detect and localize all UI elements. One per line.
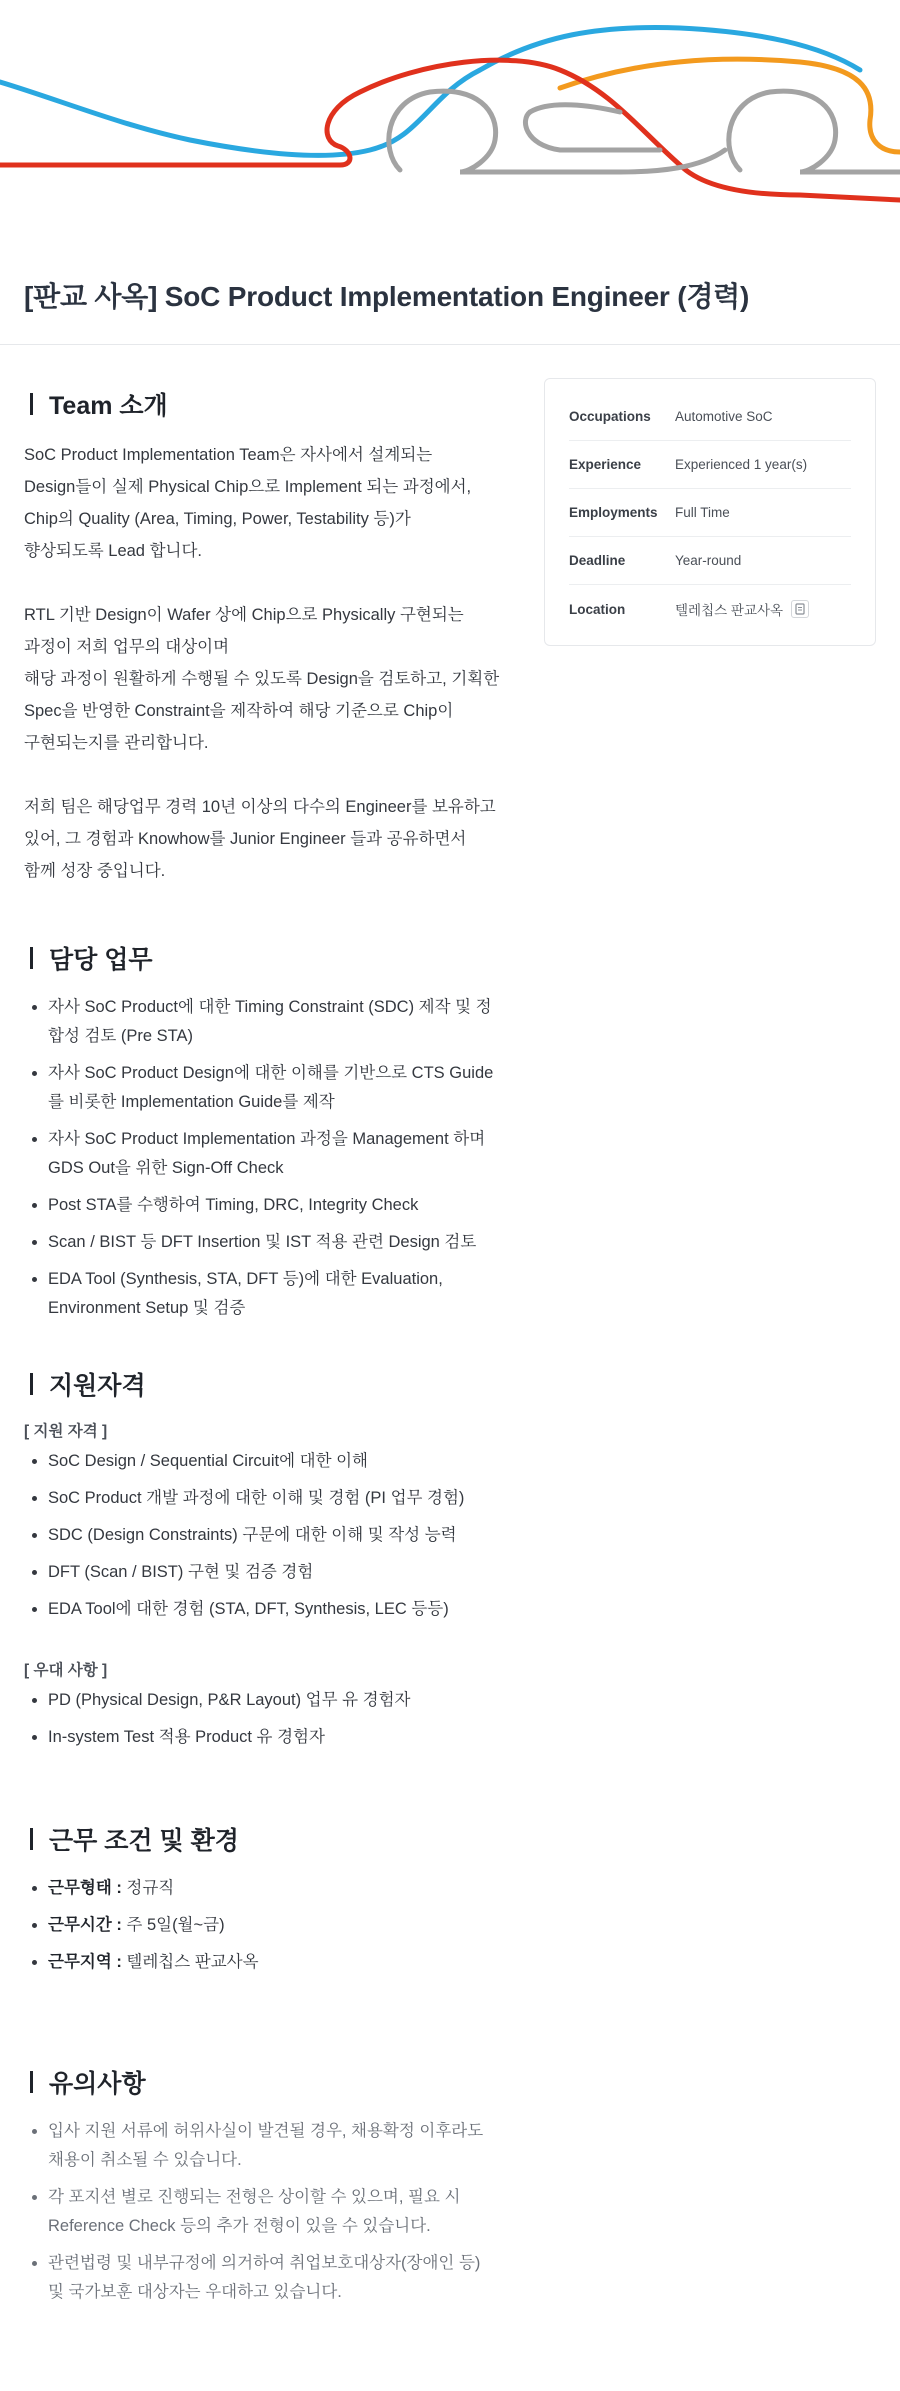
heading-bar <box>30 1828 33 1850</box>
section-heading <box>24 2065 500 2099</box>
job-info-card <box>544 378 876 646</box>
list-item: In-system Test 적용 Product 유 경험자 <box>24 1723 500 1752</box>
required-list <box>24 1447 500 1624</box>
list-item <box>24 1911 500 1940</box>
notes-list <box>24 2117 500 2307</box>
preferred-label: [ 우대 사항 ] <box>24 1662 108 1679</box>
info-row-employments <box>569 489 851 537</box>
content-area <box>0 345 900 2315</box>
info-value-wrap <box>675 599 809 619</box>
list-item: SoC Product 개발 과정에 대한 이해 및 경험 (PI 업무 경험) <box>24 1484 500 1513</box>
info-row-occupations <box>569 393 851 441</box>
team-paragraph-2: RTL 기반 Design이 Wafer 상에 Chip으로 Physically 구현되는 과정이 저희 업무의 대상이며 해당 과정이 원활하게 수행될 수 있도록 Design을 검토하고, 기획한 Spec을 반영한 Constraint을 제작하여 해당 기준으로 Chip이 구현되는지를 관리합니다. <box>24 606 500 752</box>
list-item: SoC Design / Sequential Circuit에 대한 이해 <box>24 1447 500 1476</box>
info-label: Location <box>569 601 626 617</box>
preferred-list <box>24 1686 500 1752</box>
info-label: Experience <box>569 457 642 472</box>
team-heading: Team 소개 <box>49 392 168 420</box>
list-item <box>24 1874 500 1903</box>
heading-bar <box>30 393 33 415</box>
info-label: Employments <box>569 505 658 520</box>
car-line-illustration <box>0 0 900 215</box>
duties-heading: 담당 업무 <box>49 946 153 974</box>
heading-bar <box>30 947 33 969</box>
condition-value: 정규직 <box>121 1879 175 1897</box>
list-item: PD (Physical Design, P&R Layout) 업무 유 경험자 <box>24 1686 500 1715</box>
condition-key: 근무형태 : <box>48 1879 122 1897</box>
list-item: 각 포지션 별로 진행되는 전형은 상이할 수 있으며, 필요 시 Reference Check 등의 추가 전형이 있을 수 있습니다. <box>24 2183 500 2241</box>
section-heading <box>24 1367 500 1401</box>
title-bar <box>0 215 900 345</box>
list-item: SDC (Design Constraints) 구문에 대한 이해 및 작성 능력 <box>24 1521 500 1550</box>
location-value: 텔레칩스 판교사옥 <box>675 603 784 618</box>
info-label: Deadline <box>569 553 626 568</box>
info-value: Automotive SoC <box>675 409 773 424</box>
required-label: [ 지원 자격 ] <box>24 1423 108 1440</box>
list-item: 자사 SoC Product에 대한 Timing Constraint (SDC) 제작 및 정합성 검토 (Pre STA) <box>24 993 500 1051</box>
heading-bar <box>30 1373 33 1395</box>
info-value: Experienced 1 year(s) <box>675 457 808 472</box>
info-row-location <box>569 585 851 633</box>
list-item: EDA Tool에 대한 경험 (STA, DFT, Synthesis, LEC 등등) <box>24 1595 500 1624</box>
condition-key: 근무지역 : <box>48 1953 122 1971</box>
condition-key: 근무시간 : <box>48 1916 122 1934</box>
conditions-list <box>24 1874 500 1977</box>
info-row-experience <box>569 441 851 489</box>
section-heading <box>24 387 500 421</box>
job-title: [판교 사옥] SoC Product Implementation Engineer (경력) <box>24 281 750 312</box>
duties-section <box>24 941 500 1323</box>
list-item: 자사 SoC Product Design에 대한 이해를 기반으로 CTS Guide를 비롯한 Implementation Guide를 제작 <box>24 1059 500 1117</box>
info-value: Full Time <box>675 505 730 520</box>
section-heading <box>24 941 500 975</box>
list-item: EDA Tool (Synthesis, STA, DFT 등)에 대한 Evaluation, Environment Setup 및 검증 <box>24 1265 500 1323</box>
notes-section <box>24 2065 500 2307</box>
conditions-section <box>24 1822 500 1977</box>
heading-bar <box>30 2071 33 2093</box>
copy-icon-glyph <box>795 603 805 615</box>
duties-list <box>24 993 500 1323</box>
list-item: DFT (Scan / BIST) 구현 및 검증 경험 <box>24 1558 500 1587</box>
team-paragraph-3: 저희 팀은 해당업무 경력 10년 이상의 다수의 Engineer를 보유하고 있어, 그 경험과 Knowhow를 Junior Engineer 들과 공유하면서 함께 성장 중입니다. <box>24 798 496 880</box>
list-item: 관련법령 및 내부규정에 의거하여 취업보호대상자(장애인 등) 및 국가보훈 대상자는 우대하고 있습니다. <box>24 2249 500 2307</box>
hero-banner <box>0 0 900 215</box>
list-item: Post STA를 수행하여 Timing, DRC, Integrity Check <box>24 1191 500 1220</box>
list-item: 자사 SoC Product Implementation 과정을 Management 하며 GDS Out을 위한 Sign-Off Check <box>24 1125 500 1183</box>
info-value: Year-round <box>675 553 742 568</box>
job-info-sidebar <box>544 378 876 646</box>
job-description <box>24 345 500 2315</box>
list-item: 입사 지원 서류에 허위사실이 발견될 경우, 채용확정 이후라도 채용이 취소될 수 있습니다. <box>24 2117 500 2175</box>
info-label: Occupations <box>569 409 651 424</box>
copy-icon[interactable] <box>791 600 809 618</box>
condition-value: 텔레칩스 판교사옥 <box>121 1953 259 1971</box>
list-item: Scan / BIST 등 DFT Insertion 및 IST 적용 관련 Design 검토 <box>24 1228 500 1257</box>
info-row-deadline <box>569 537 851 585</box>
team-section <box>24 387 500 887</box>
team-paragraph-1: SoC Product Implementation Team은 자사에서 설계되는 Design들이 실제 Physical Chip으로 Implement 되는 과정에서, Chip의 Quality (Area, Timing, Power, Testability 등)가 향상되도록 Lead 합니다. <box>24 446 472 560</box>
condition-value: 주 5일(월~금) <box>121 1916 225 1934</box>
notes-heading: 유의사항 <box>49 2070 146 2098</box>
conditions-heading: 근무 조건 및 환경 <box>49 1827 239 1855</box>
list-item <box>24 1948 500 1977</box>
qualifications-heading: 지원자격 <box>49 1372 146 1400</box>
qualifications-section <box>24 1367 500 1752</box>
section-heading <box>24 1822 500 1856</box>
